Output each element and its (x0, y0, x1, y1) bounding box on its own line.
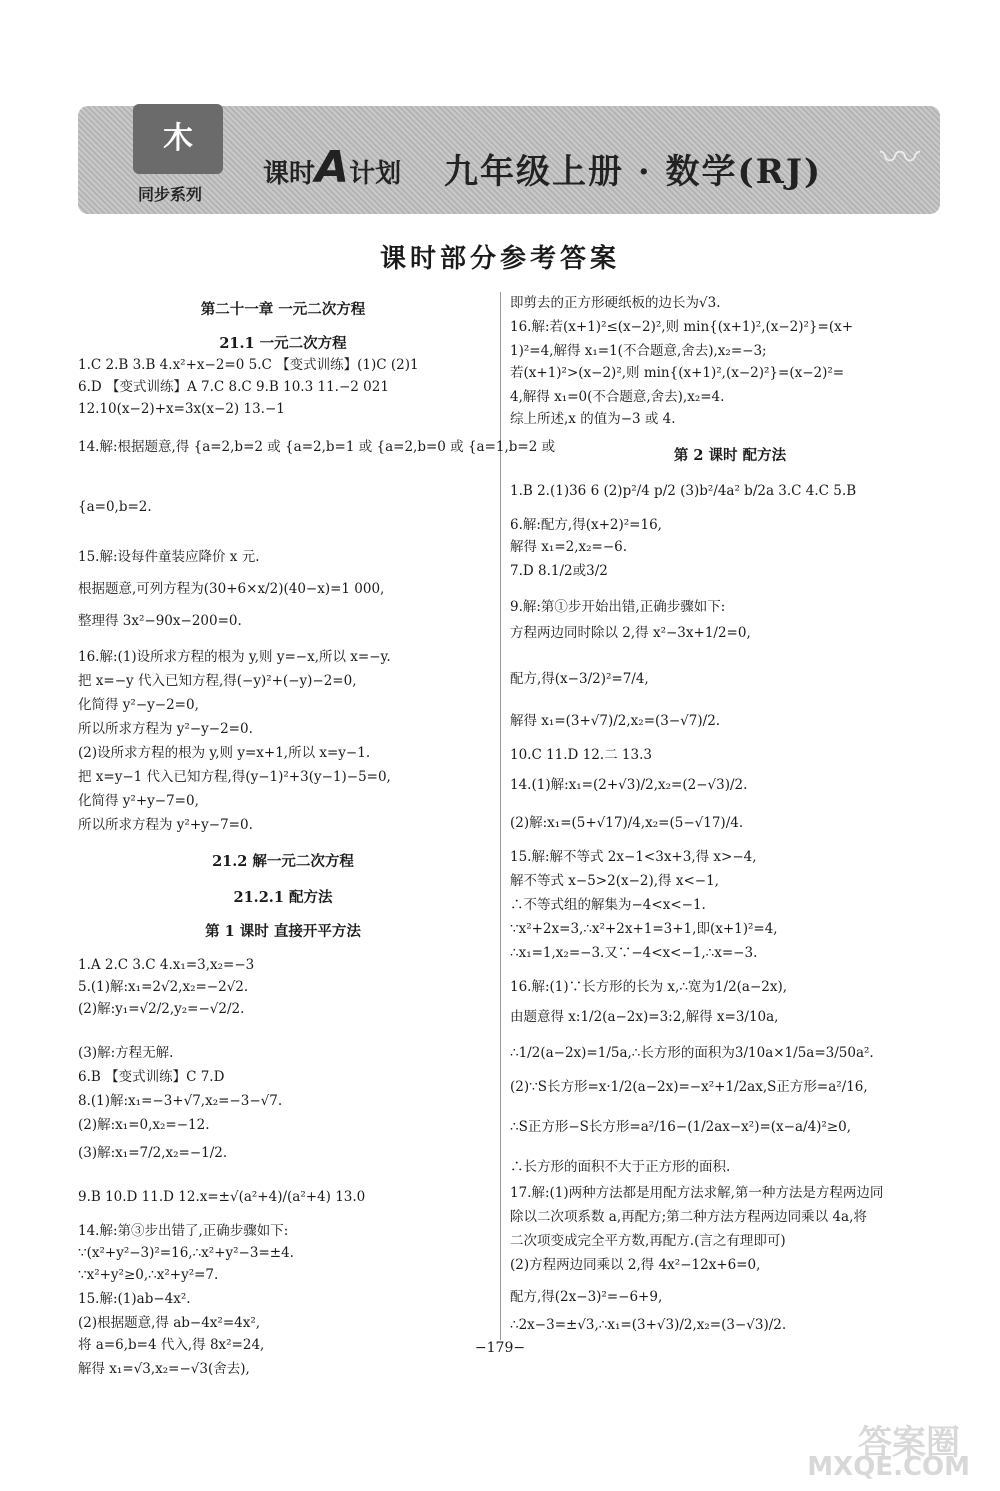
answer-line: (2)设所求方程的根为 y,则 y=x+1,所以 x=y−1. (78, 745, 371, 761)
answer-line: ∴x₁=1,x₂=−3.又∵−4<x<−1,∴x=−3. (510, 945, 758, 961)
answer-line: 9.B 10.D 11.D 12.x=±√(a²+4)/(a²+4) 13.0 (78, 1189, 366, 1205)
answer-line: 14.解:根据题意,得 {a=2,b=2 或 {a=2,b=1 或 {a=2,b=0 或 {a=1,b=2 或 (78, 439, 556, 455)
book-title: 九年级上册 · 数学(RJ) (444, 152, 823, 192)
answer-line: {a=0,b=2. (78, 499, 152, 515)
brand-suffix: 计划 (349, 159, 402, 189)
answer-line: (2)∵S长方形=x·1/2(a−2x)=−x²+1/2ax,S正方形=a²/16, (510, 1079, 868, 1095)
watermark-logo: 答案圈 (858, 1423, 960, 1463)
answer-line: ∴S正方形−S长方形=a²/16−(1/2ax−x²)=(x−a/4)²≥0, (510, 1119, 852, 1135)
answer-line: 若(x+1)²>(x−2)²,则 min{(x+1)²,(x−2)²}=(x−2)²= (510, 365, 845, 381)
answer-line: 把 x=−y 代入已知方程,得(−y)²+(−y)−2=0, (78, 673, 357, 689)
answer-line: ∴1/2(a−2x)=1/5a,∴长方形的面积为3/10a×1/5a=3/50a². (510, 1045, 874, 1061)
answer-line: 16.解:若(x+1)²≤(x−2)²,则 min{(x+1)²,(x−2)²}=(x+ (510, 319, 854, 335)
answer-line: 整理得 3x²−90x−200=0. (78, 613, 242, 629)
bird-decoration-icon: 〰 (880, 135, 920, 181)
section-heading: 第 2 课时 配方法 (673, 447, 787, 464)
brand-prefix: 课时 (263, 159, 316, 189)
answer-line: 方程两边同时除以 2,得 x²−3x+1/2=0, (510, 625, 751, 641)
answer-line: (2)解:x₁=(5+√17)/4,x₂=(5−√17)/4. (510, 815, 744, 831)
answer-line: 16.解:(1)∵长方形的长为 x,∴宽为1/2(a−2x), (510, 979, 788, 995)
section-heading: 第二十一章 一元二次方程 (200, 301, 366, 318)
answer-line: (2)解:y₁=√2/2,y₂=−√2/2. (78, 1001, 245, 1017)
answer-line: 化简得 y²+y−7=0, (78, 793, 199, 809)
answer-line: 解得 x₁=(3+√7)/2,x₂=(3−√7)/2. (510, 713, 721, 729)
answer-line: 15.解:解不等式 2x−1<3x+3,得 x>−4, (510, 849, 757, 865)
section-heading: 21.1 一元二次方程 (219, 335, 347, 352)
answer-line: 6.B 【变式训练】C 7.D (78, 1069, 225, 1085)
answer-line: 所以所求方程为 y²−y−2=0. (78, 721, 253, 737)
answer-line: 15.解:(1)ab−4x². (78, 1291, 191, 1307)
section-heading: 21.2.1 配方法 (233, 889, 333, 906)
answer-line: 所以所求方程为 y²+y−7=0. (78, 817, 253, 833)
answer-line: 12.10(x−2)+x=3x(x−2) 13.−1 (78, 401, 285, 417)
header-banner (78, 106, 940, 214)
answer-line: 即剪去的正方形硬纸板的边长为√3. (510, 295, 721, 311)
answer-line: 将 a=6,b=4 代入,得 8x²=24, (78, 1337, 265, 1353)
section-heading: 21.2 解一元二次方程 (212, 853, 354, 870)
answer-line: 4,解得 x₁=0(不合题意,舍去),x₂=4. (510, 389, 725, 405)
answer-line: 配方,得(2x−3)²=−6+9, (510, 1289, 663, 1305)
answer-line: 解得 x₁=2,x₂=−6. (510, 539, 628, 555)
answer-line: ∴长方形的面积不大于正方形的面积. (510, 1159, 731, 1175)
answer-line: 5.(1)解:x₁=2√2,x₂=−2√2. (78, 979, 249, 995)
brand-a: A (315, 142, 350, 193)
answer-line: 除以二次项系数 a,再配方;第二种方法方程两边同乘以 4a,将 (510, 1209, 867, 1225)
answer-line: 10.C 11.D 12.二 13.3 (510, 747, 652, 763)
answer-line: 17.解:(1)两种方法都是用配方法求解,第一种方法是方程两边同 (510, 1185, 884, 1201)
answer-line: 配方,得(x−3/2)²=7/4, (510, 671, 649, 687)
answer-line: 1.B 2.(1)36 6 (2)p²/4 p/2 (3)b²/4a² b/2a 3.C 4.C 5.B (510, 483, 857, 499)
answer-line: 1)²=4,解得 x₁=1(不合题意,舍去),x₂=−3; (510, 343, 767, 359)
answer-line: (2)方程两边同乘以 2,得 4x²−12x+6=0, (510, 1257, 761, 1273)
answer-line: 7.D 8.1/2或3/2 (510, 563, 608, 579)
answer-line: ∵x²+2x=3,∴x²+2x+1=3+1,即(x+1)²=4, (510, 921, 778, 937)
answer-line: 根据题意,可列方程为(30+6×x/2)(40−x)=1 000, (78, 581, 385, 597)
answer-line: (2)根据题意,得 ab−4x²=4x², (78, 1315, 261, 1331)
answer-line: 由题意得 x:1/2(a−2x)=3:2,解得 x=3/10a, (510, 1009, 779, 1025)
answer-line: ∴2x−3=±√3,∴x₁=(3+√3)/2,x₂=(3−√3)/2. (510, 1317, 787, 1333)
section-heading: 第 1 课时 直接开平方法 (205, 923, 361, 940)
answer-line: 综上所述,x 的值为−3 或 4. (510, 411, 676, 427)
answer-line: 解不等式 x−5>2(x−2),得 x<−1, (510, 873, 719, 889)
answer-line: ∴不等式组的解集为−4<x<−1. (510, 897, 706, 913)
answer-line: 解得 x₁=√3,x₂=−√3(舍去), (78, 1361, 250, 1377)
page-number: −179− (474, 1340, 526, 1356)
answer-line: 6.解:配方,得(x+2)²=16, (510, 517, 662, 533)
answer-line: 8.(1)解:x₁=−3+√7,x₂=−3−√7. (78, 1093, 283, 1109)
answer-line: 化简得 y²−y−2=0, (78, 697, 199, 713)
answer-line: 16.解:(1)设所求方程的根为 y,则 y=−x,所以 x=−y. (78, 649, 391, 665)
answer-line: 1.C 2.B 3.B 4.x²+x−2=0 5.C 【变式训练】(1)C (2)1 (78, 357, 419, 373)
answer-line: 14.解:第③步出错了,正确步骤如下: (78, 1223, 289, 1239)
watermark-url: MXQE.COM (807, 1452, 970, 1482)
answer-line: (3)解:x₁=7/2,x₂=−1/2. (78, 1145, 228, 1161)
answer-line: (3)解:方程无解. (78, 1045, 174, 1061)
answer-line: 1.A 2.C 3.C 4.x₁=3,x₂=−3 (78, 957, 255, 973)
answer-line: (2)解:x₁=0,x₂=−12. (78, 1117, 210, 1133)
answer-line: ∵(x²+y²−3)²=16,∴x²+y²−3=±4. (78, 1245, 294, 1261)
answer-line: ∵x²+y²≥0,∴x²+y²=7. (78, 1267, 219, 1283)
answer-line: 9.解:第①步开始出错,正确步骤如下: (510, 599, 726, 615)
answer-line: 14.(1)解:x₁=(2+√3)/2,x₂=(2−√3)/2. (510, 777, 748, 793)
answer-line: 15.解:设每件童装应降价 x 元. (78, 549, 260, 565)
answer-line: 6.D 【变式训练】A 7.C 8.C 9.B 10.3 11.−2 021 (78, 379, 389, 395)
answer-line: 二次项变成完全平方数,再配方.(言之有理即可) (510, 1233, 786, 1249)
page-title: 课时部分参考答案 (379, 244, 620, 274)
answer-line: 把 x=y−1 代入已知方程,得(y−1)²+3(y−1)−5=0, (78, 769, 391, 785)
series-label: 同步系列 (138, 185, 203, 204)
brand-name (263, 142, 401, 193)
brand-logo: 木 (133, 104, 223, 174)
